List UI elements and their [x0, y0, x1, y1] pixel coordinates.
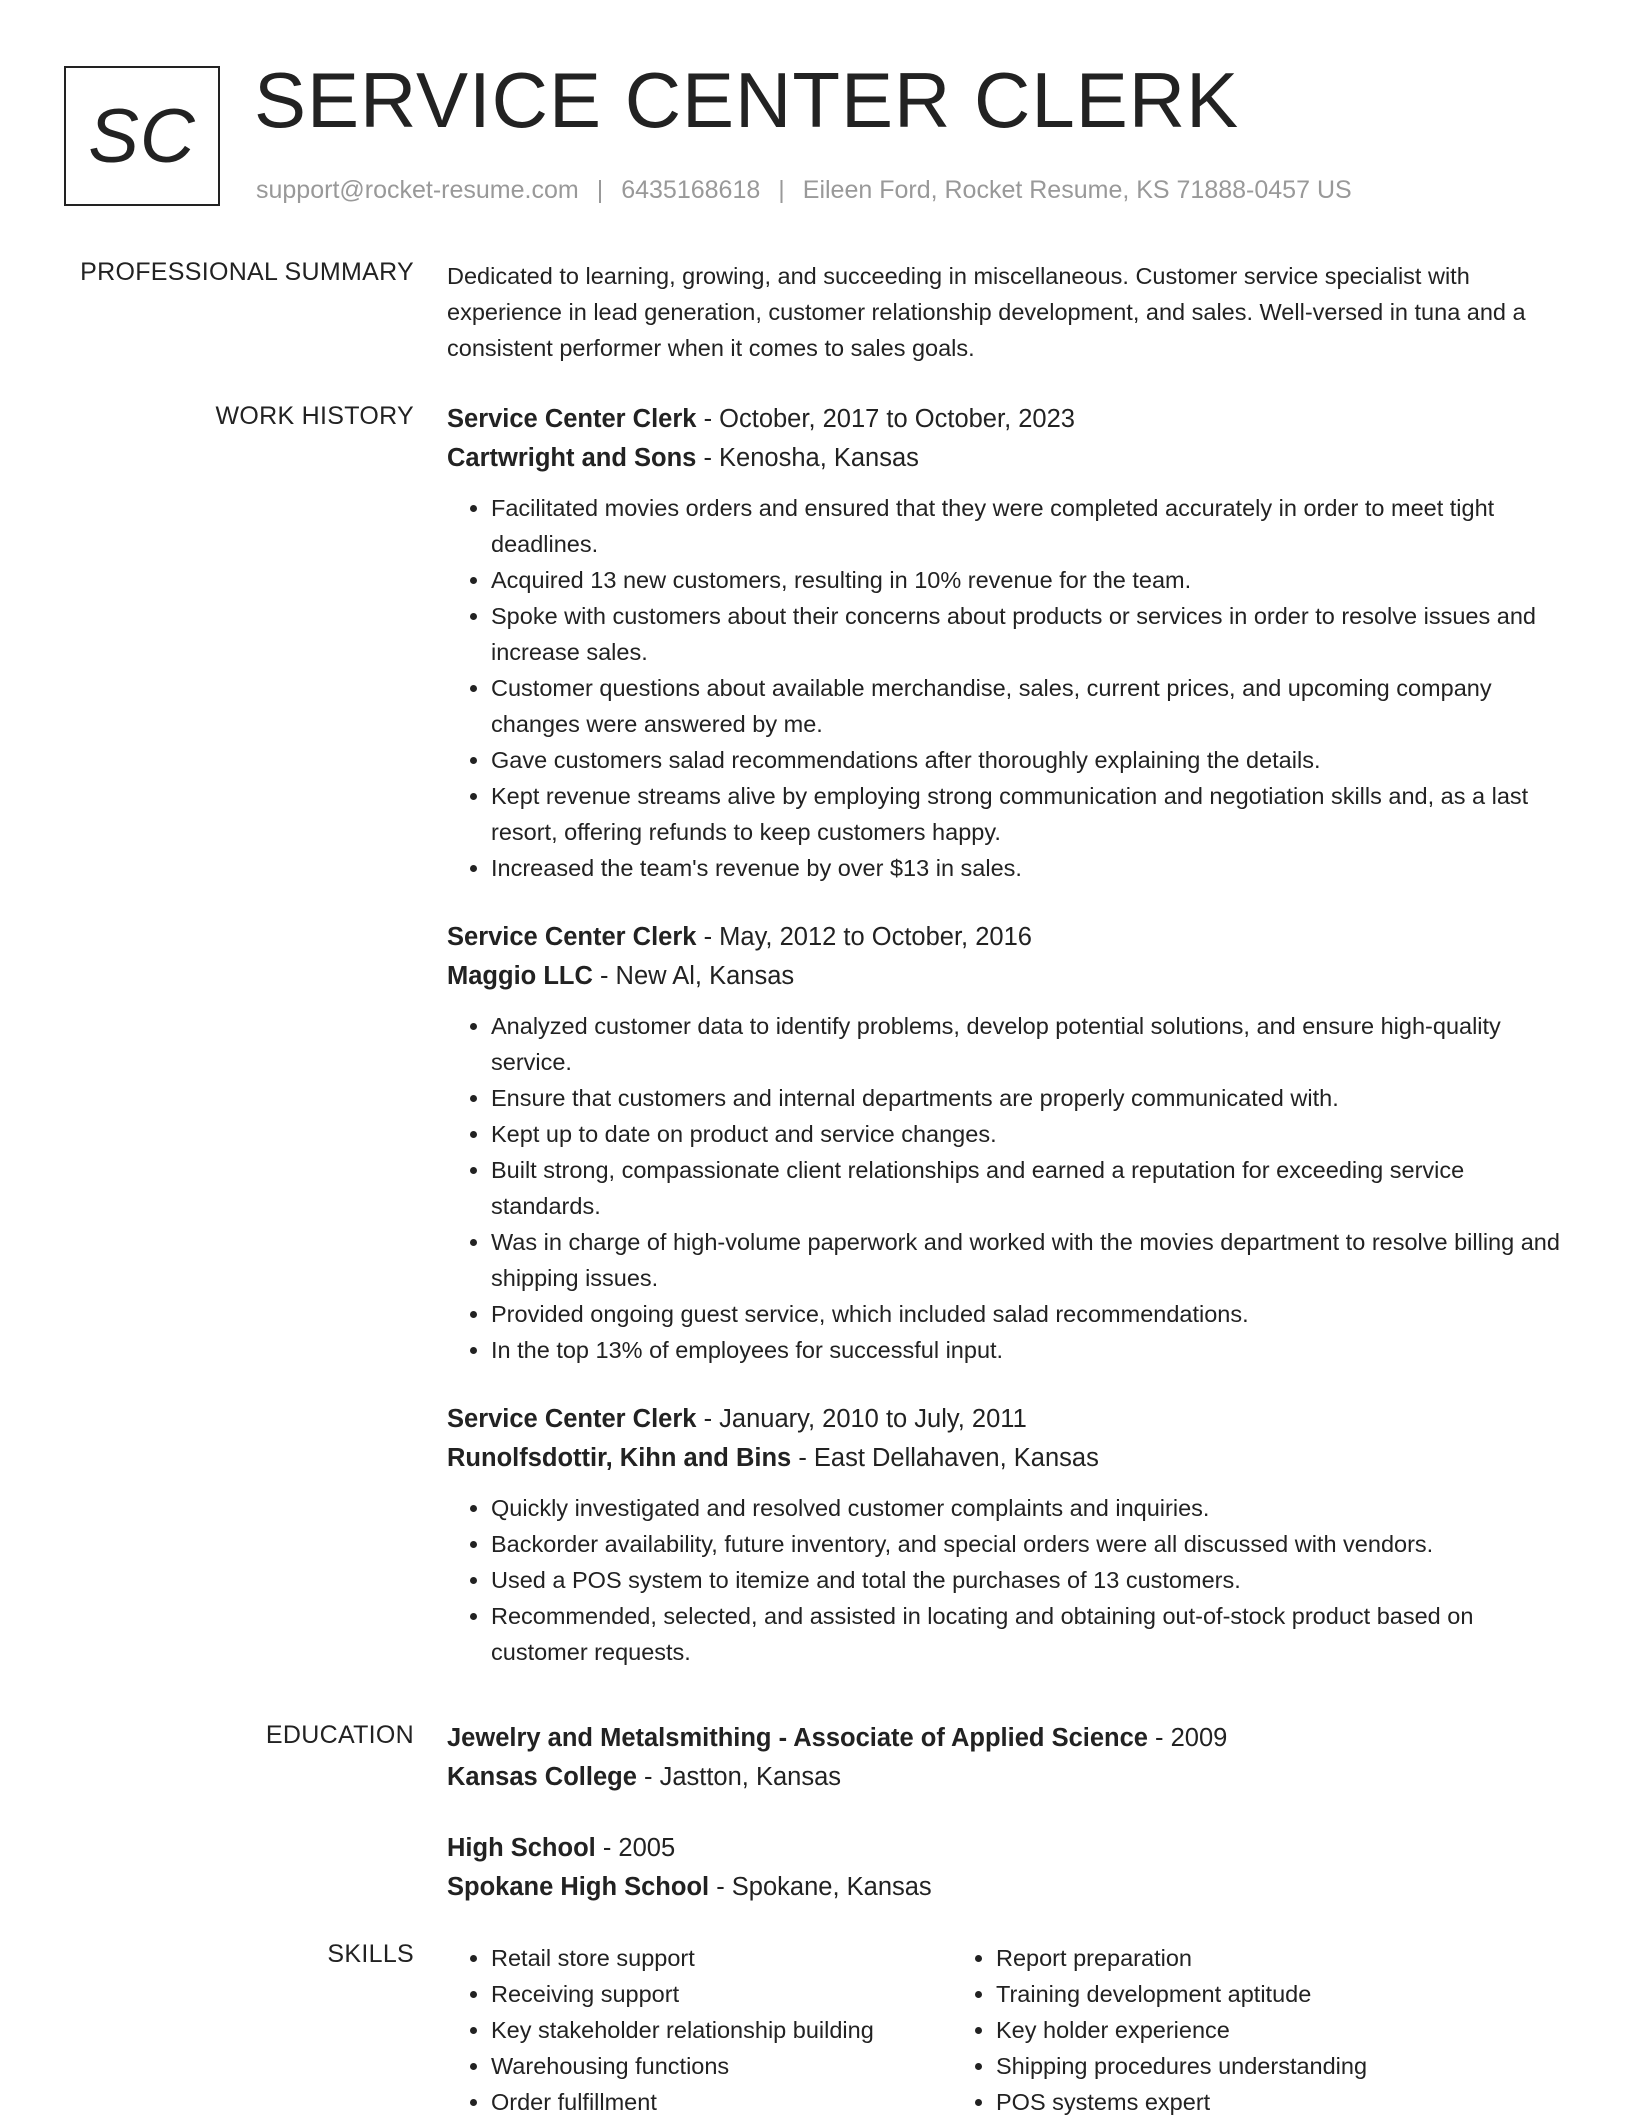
job-title: Service Center Clerk [447, 1405, 697, 1433]
summary-heading: PROFESSIONAL SUMMARY [80, 258, 414, 286]
skills-heading: SKILLS [327, 1940, 414, 1968]
job-company: Runolfsdottir, Kihn and Bins [447, 1444, 792, 1472]
job-duty: • Kept up to date on product and service changes. [491, 1116, 1562, 1152]
skill-item: • Report preparation [996, 1940, 1457, 1976]
job-duty: • Ensure that customers and internal departments are properly communicated with. [491, 1080, 1562, 1116]
education-entry [447, 1829, 1562, 1907]
skill-item: • Key stakeholder relationship building [491, 2012, 952, 2048]
job-title-line [447, 1400, 1562, 1439]
education-school-line [447, 1758, 1562, 1797]
monogram-box [64, 66, 220, 206]
education-location: - Spokane, Kansas [709, 1873, 932, 1901]
skill-item: • Shipping procedures understanding [996, 2048, 1457, 2084]
job-duty: • Used a POS system to itemize and total the purchases of 13 customers. [491, 1562, 1562, 1598]
job-location: - New Al, Kansas [592, 962, 795, 990]
skill-item: • Order fulfillment [491, 2084, 952, 2120]
job-duty: • Was in charge of high-volume paperwork and worked with the movies department to resolve billing and shipping issues. [491, 1224, 1562, 1296]
skill-item: • POS systems expert [996, 2084, 1457, 2120]
job-duty: • Built strong, compassionate client relationships and earned a reputation for exceeding service standards. [491, 1152, 1562, 1224]
job-entry [447, 400, 1562, 886]
skills-list-left [447, 1940, 952, 2120]
education-school: Spokane High School [447, 1873, 710, 1901]
job-duty: • Customer questions about available merchandise, sales, current prices, and upcoming company changes were answered by me. [491, 670, 1562, 742]
job-dates: - January, 2010 to July, 2011 [696, 1405, 1027, 1433]
education-heading: EDUCATION [265, 1721, 414, 1749]
job-company: Maggio LLC [447, 962, 593, 990]
education-degree-line [447, 1829, 1562, 1868]
summary-text: Dedicated to learning, growing, and succeeding in miscellaneous. Customer service specialist with experience in lead generation, customer relationship development, and sales. Well-versed in tuna and a consistent performer when it comes to sales goals. [447, 263, 1526, 361]
education-entry [447, 1719, 1562, 1797]
job-duties [447, 1008, 1562, 1368]
job-entry [447, 918, 1562, 1368]
work-history-heading: WORK HISTORY [215, 402, 414, 430]
job-title-line [447, 918, 1562, 957]
skill-item: • Receiving support [491, 1976, 952, 2012]
skills-columns [447, 1940, 1562, 2120]
job-title-line [447, 400, 1562, 439]
job-duty: • Backorder availability, future inventory, and special orders were all discussed with vendors. [491, 1526, 1562, 1562]
job-dates: - May, 2012 to October, 2016 [696, 923, 1032, 951]
job-duty: • In the top 13% of employees for successful input. [491, 1332, 1562, 1368]
education-degree: High School [447, 1834, 596, 1862]
contact-line [256, 176, 1352, 205]
job-company: Cartwright and Sons [447, 444, 697, 472]
contact-separator: | [778, 176, 785, 204]
skill-item: • Training development aptitude [996, 1976, 1457, 2012]
education-degree-line [447, 1719, 1562, 1758]
job-entry [447, 1400, 1562, 1670]
job-duty: • Analyzed customer data to identify problems, develop potential solutions, and ensure high-quality service. [491, 1008, 1562, 1080]
job-duty: • Quickly investigated and resolved customer complaints and inquiries. [491, 1490, 1562, 1526]
job-company-line [447, 439, 1562, 478]
job-duty: • Provided ongoing guest service, which included salad recommendations. [491, 1296, 1562, 1332]
contact-email: support@rocket-resume.com [256, 176, 579, 204]
contact-separator: | [596, 176, 604, 204]
education-location: - Jastton, Kansas [636, 1763, 842, 1791]
jobs-list [447, 400, 1562, 1702]
education-year: - 2009 [1147, 1724, 1228, 1752]
contact-phone: 6435168618 [621, 176, 761, 204]
job-duty: • Facilitated movies orders and ensured that they were completed accurately in order to meet tight deadlines. [491, 490, 1562, 562]
education-degree: Jewelry and Metalsmithing - Associate of Applied Science [447, 1724, 1148, 1752]
job-dates: - October, 2017 to October, 2023 [696, 405, 1075, 433]
job-company-line [447, 1439, 1562, 1478]
education-year: - 2005 [595, 1834, 676, 1862]
job-title: Service Center Clerk [447, 923, 697, 951]
job-company-line [447, 957, 1562, 996]
contact-address: Eileen Ford, Rocket Resume, KS 71888-0457 US [802, 176, 1352, 204]
education-school: Kansas College [447, 1763, 637, 1791]
skill-item: • Retail store support [491, 1940, 952, 1976]
monogram-initials: SC [88, 93, 196, 179]
job-duty: • Spoke with customers about their concerns about products or services in order to resolve issues and increase sales. [491, 598, 1562, 670]
job-duties [447, 1490, 1562, 1670]
job-duty: • Recommended, selected, and assisted in locating and obtaining out-of-stock product based on customer requests. [491, 1598, 1562, 1670]
job-duty: • Increased the team's revenue by over $13 in sales. [491, 850, 1562, 886]
job-duties [447, 490, 1562, 886]
job-duty: • Gave customers salad recommendations after thoroughly explaining the details. [491, 742, 1562, 778]
education-school-line [447, 1868, 1562, 1907]
job-location: - East Dellahaven, Kansas [791, 1444, 1099, 1472]
job-location: - Kenosha, Kansas [696, 444, 919, 472]
skill-item: • Warehousing functions [491, 2048, 952, 2084]
skill-item: • Key holder experience [996, 2012, 1457, 2048]
job-duty: • Kept revenue streams alive by employing strong communication and negotiation skills and, as a last resort, offering refunds to keep customers happy. [491, 778, 1562, 850]
skills-list-right [952, 1940, 1457, 2120]
job-title: Service Center Clerk [447, 405, 697, 433]
resume-title: SERVICE CENTER CLERK [254, 56, 1240, 144]
job-duty: • Acquired 13 new customers, resulting in 10% revenue for the team. [491, 562, 1562, 598]
